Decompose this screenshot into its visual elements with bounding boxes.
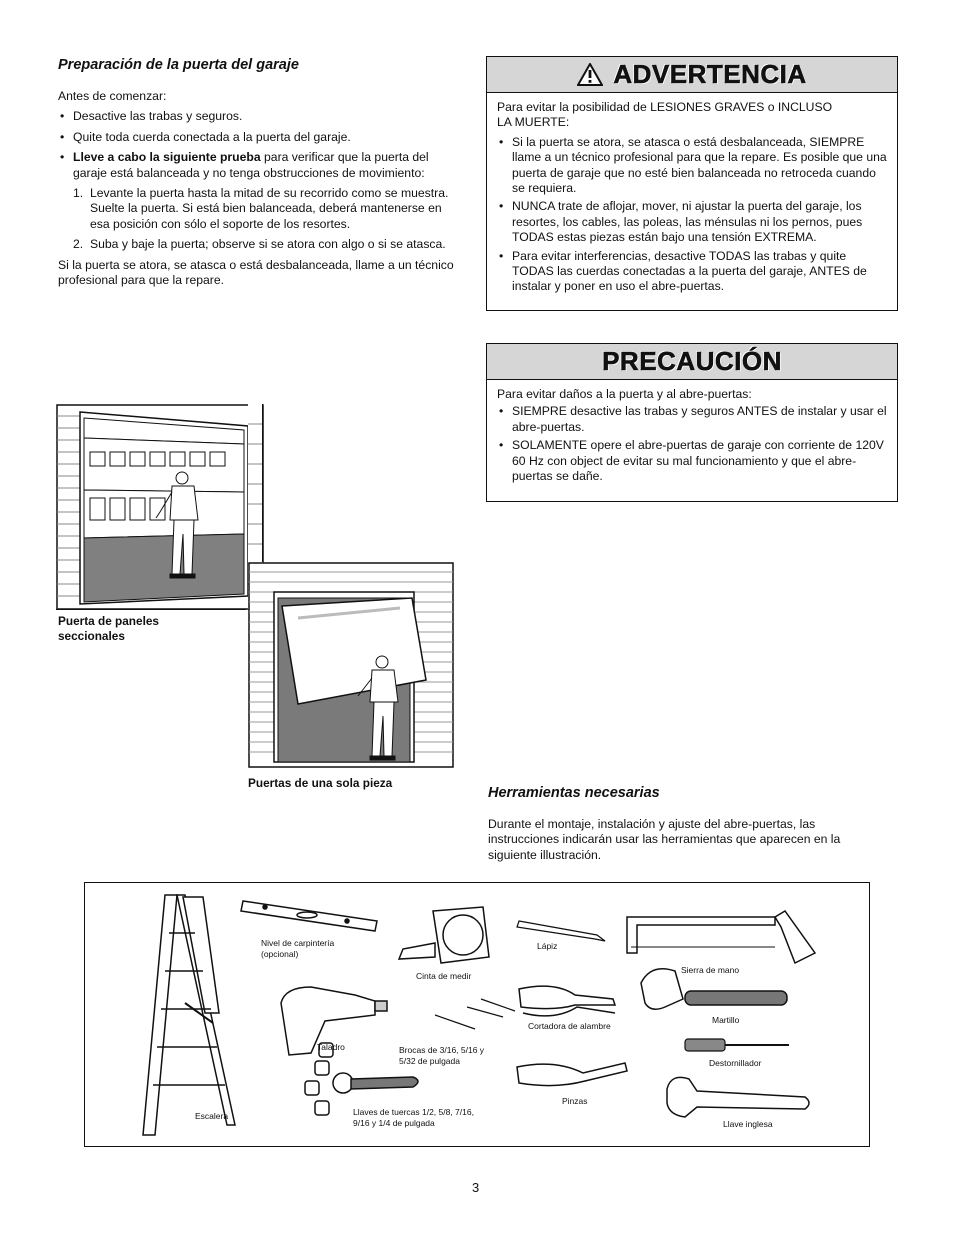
- drill-bits-icon: [435, 999, 515, 1029]
- sectional-door-caption: Puerta de paneles seccionales: [58, 614, 159, 643]
- caution-bullet: • SOLAMENTE opere el abre-puertas de garaje con corriente de 120V 60 Hz con object de evitar su mal funcionamiento y que el abre-puertas se dañe.: [497, 438, 887, 484]
- tools-drawing: [85, 883, 869, 1146]
- prep-bullets: [58, 109, 464, 181]
- pencil-label: Lápiz: [537, 941, 558, 951]
- level-label: Nivel de carpintería (opcional): [261, 938, 335, 959]
- caution-bullets: [497, 404, 887, 484]
- saw-label: Sierra de mano: [681, 965, 740, 975]
- connector-line: [262, 404, 263, 562]
- warning-title: ADVERTENCIA: [613, 59, 807, 89]
- drill-label: Taladro: [317, 1042, 345, 1052]
- one-piece-door-illustration: [248, 562, 454, 768]
- adjustable-wrench-icon: [667, 1077, 809, 1117]
- pliers-label: Pinzas: [562, 1096, 588, 1106]
- tools-intro: Durante el montaje, instalación y ajuste del abre-puertas, las instrucciones indicarán usar las herramientas que aparecen en la siguiente illustración.: [488, 817, 841, 862]
- prep-intro: Antes de comenzar:: [58, 89, 167, 103]
- prep-step: 1. Levante la puerta hasta la mitad de su recorrido como se muestra. Suelte la puerta. Si está bien balanceada, deberá mantenerse en esa posición con sólo el soporte de los resortes.: [73, 186, 449, 231]
- warning-intro: Para evitar la posibilidad de LESIONES GRAVES o INCLUSO LA MUERTE:: [497, 100, 833, 130]
- prep-bullet: • Desactive las trabas y seguros.: [58, 109, 464, 124]
- prep-step: 2. Suba y baje la puerta; observe si se atora con algo o si se atasca.: [73, 237, 446, 252]
- warning-box: [486, 56, 898, 311]
- hammer-label: Martillo: [712, 1015, 740, 1025]
- caution-title: PRECAUCIÓN: [602, 346, 782, 376]
- screwdriver-icon: [685, 1039, 789, 1051]
- pliers-icon: [517, 1063, 627, 1086]
- test-bold: Lleve a cabo la siguiente prueba: [73, 150, 261, 165]
- drill-bits-label: Brocas de 3/16, 5/16 y 5/32 de pulgada: [399, 1045, 485, 1066]
- warning-bullet: • Si la puerta se atora, se atasca o está desbalanceada, SIEMPRE llame a un técnico profesional para que la repare. Es posible que una puerta de garaje que no esté bien balanceada no retroceda cuando se requiera.: [497, 135, 887, 197]
- tape-measure-icon: [399, 907, 489, 963]
- level-icon: [241, 901, 377, 931]
- warning-bullet: • NUNCA trate de aflojar, mover, ni ajustar la puerta del garaje, los resortes, los cables, las poleas, las ménsulas ni los pernos, pues TODAS estas piezas están bajo una tensión EXTREMA.: [497, 199, 887, 245]
- ladder-icon: [143, 895, 235, 1135]
- prep-bullet-test: [58, 150, 464, 181]
- tools-heading: Herramientas necesarias: [488, 785, 660, 801]
- sectional-door-illustration: [56, 404, 264, 610]
- caution-box: [486, 343, 898, 502]
- wire-cutter-icon: [519, 986, 615, 1016]
- page-number: 3: [472, 1180, 480, 1195]
- prep-closing: Si la puerta se atora, se atasca o está desbalanceada, llame a un técnico profesional para que la repare.: [58, 257, 454, 288]
- caution-bullet: • SIEMPRE desactive las trabas y seguros ANTES de instalar y usar el abre-puertas.: [497, 404, 887, 435]
- wire-cutter-label: Cortadora de alambre: [528, 1021, 611, 1031]
- prep-heading: Preparación de la puerta del garaje: [58, 57, 299, 73]
- warning-body: [487, 93, 897, 303]
- hand-saw-icon: [627, 911, 815, 963]
- caption-rule: [56, 609, 246, 610]
- warning-bullet: • Para evitar interferencias, desactive TODAS las trabas y quite TODAS las cuerdas conectadas a la puerta del garaje, ANTES de instalar y poner en uso el abre-puertas.: [497, 249, 887, 295]
- pencil-icon: [517, 921, 605, 941]
- warning-bullets: [497, 135, 887, 295]
- test-rest: para verificar que la puerta del garaje está balanceada y no tenga obstrucciones de movimiento:: [73, 150, 429, 180]
- socket-wrench-label: Llaves de tuercas 1/2, 5/8, 7/16, 9/16 y 1/4 de pulgada: [353, 1107, 474, 1128]
- screwdriver-label: Destornillador: [709, 1058, 762, 1068]
- prep-steps: [73, 186, 464, 253]
- tape-label: Cinta de medir: [416, 971, 472, 981]
- caution-header: [487, 344, 897, 380]
- prep-bullet: • Quite toda cuerda conectada a la puerta del garaje.: [58, 130, 464, 145]
- prep-body: [58, 89, 464, 288]
- one-piece-door-caption: Puertas de una sola pieza: [248, 776, 393, 790]
- warning-header: [487, 57, 897, 93]
- caution-intro: Para evitar daños a la puerta y al abre-puertas:: [497, 387, 752, 401]
- warning-triangle-icon: [577, 63, 603, 86]
- caution-body: [487, 380, 897, 492]
- tools-illustration: [84, 882, 870, 1147]
- wrench-label: Llave inglesa: [723, 1119, 773, 1129]
- ladder-label: Escalera: [195, 1111, 229, 1121]
